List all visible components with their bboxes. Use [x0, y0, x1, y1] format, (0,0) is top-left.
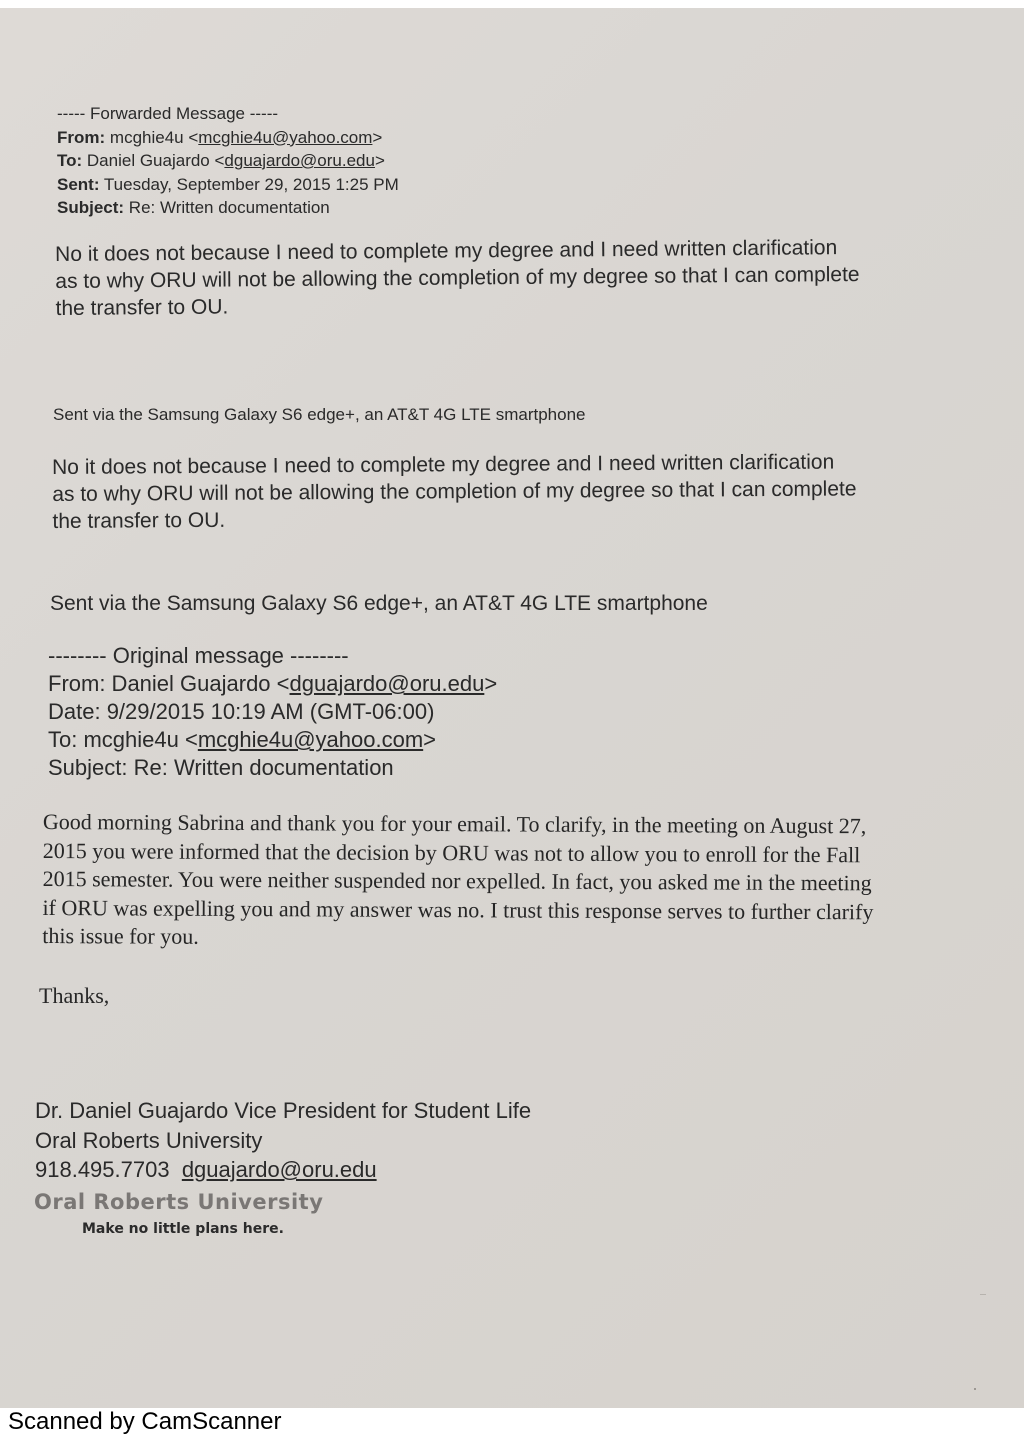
- reply-line: the transfer to OU.: [55, 295, 229, 320]
- scan-speck: [980, 1294, 986, 1295]
- letter-line: 2015 you were informed that the decision by ORU was not to allow you to enroll for the Fall: [42, 837, 861, 867]
- reply-line: as to why ORU will not be allowing the completion of my degree so that I can complete: [52, 477, 857, 506]
- university-tagline: Make no little plans here.: [82, 1221, 284, 1237]
- letter-line: if ORU was expelling you and my answer was no. I trust this response serves to further clarify: [42, 894, 874, 924]
- scanner-footer: Scanned by CamScanner: [8, 1408, 282, 1435]
- original-from-email-link[interactable]: dguajardo@oru.edu: [289, 671, 485, 696]
- original-date: Date: 9/29/2015 10:19 AM (GMT-06:00): [48, 699, 435, 724]
- letter-closing: Thanks,: [39, 983, 110, 1008]
- reply-repeat-signature: Sent via the Samsung Galaxy S6 edge+, an AT&T 4G LTE smartphone: [50, 592, 708, 615]
- signature-phone: 918.495.7703: [35, 1157, 170, 1182]
- signature-contact: [35, 1155, 531, 1185]
- reply-repeat-body: [52, 448, 857, 535]
- university-logo-text: Oral Roberts University: [34, 1190, 324, 1214]
- reply-line: No it does not because I need to complete my degree and I need written clarification: [55, 236, 838, 266]
- to-email-link[interactable]: dguajardo@oru.edu: [224, 151, 375, 170]
- original-to-email-link[interactable]: mcghie4u@yahoo.com: [197, 727, 424, 752]
- reply-signature: Sent via the Samsung Galaxy S6 edge+, an AT&T 4G LTE smartphone: [53, 405, 586, 424]
- signature-institution: Oral Roberts University: [35, 1127, 263, 1153]
- forwarded-divider: ----- Forwarded Message -----: [57, 104, 279, 123]
- forwarded-from: From: mcghie4u <mcghie4u@yahoo.com>: [57, 127, 383, 147]
- letter-line: 2015 semester. You were neither suspended nor expelled. In fact, you asked me in the meeting: [42, 865, 872, 896]
- forwarded-to: To: Daniel Guajardo <dguajardo@oru.edu>: [57, 151, 385, 170]
- signature-block: [35, 1096, 531, 1185]
- signature-email-link[interactable]: dguajardo@oru.edu: [181, 1157, 377, 1182]
- from-email-link[interactable]: mcghie4u@yahoo.com: [198, 127, 373, 147]
- letter-line: this issue for you.: [42, 922, 199, 949]
- forwarded-header: [57, 102, 399, 220]
- letter-line: Good morning Sabrina and thank you for your email. To clarify, in the meeting on August 27,: [42, 809, 867, 839]
- forwarded-sent: Sent: Tuesday, September 29, 2015 1:25 PM: [57, 174, 399, 194]
- reply-line: No it does not because I need to complete my degree and I need written clarification: [52, 450, 835, 479]
- reply-body: [55, 234, 860, 322]
- original-from: From: Daniel Guajardo <dguajardo@oru.edu>: [48, 671, 498, 696]
- original-header: [48, 642, 497, 782]
- original-to: To: mcghie4u <mcghie4u@yahoo.com>: [48, 727, 437, 752]
- reply-line: the transfer to OU.: [52, 508, 226, 533]
- letter-body: [42, 808, 874, 955]
- original-divider: -------- Original message --------: [48, 643, 349, 668]
- scanned-page: [0, 8, 1024, 1408]
- signature-name-title: Dr. Daniel Guajardo Vice President for Student Life: [35, 1098, 532, 1123]
- forwarded-subject: Subject: Re: Written documentation: [57, 198, 330, 217]
- scan-speck: [974, 1388, 976, 1390]
- original-subject: Subject: Re: Written documentation: [48, 755, 394, 780]
- reply-line: as to why ORU will not be allowing the completion of my degree so that I can complete: [55, 262, 860, 293]
